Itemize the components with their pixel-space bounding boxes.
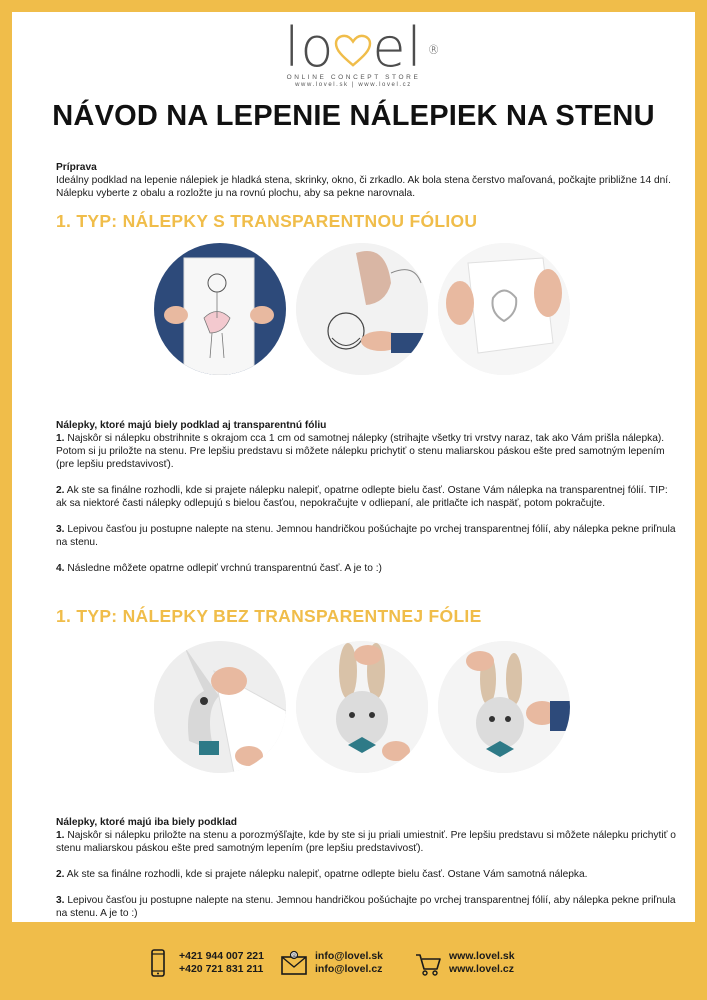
section2-heading: 1. TYP: NÁLEPKY BEZ TRANSPARENTNEJ FÓLIE xyxy=(56,606,482,626)
section2-step-1: 1. Najskôr si nálepku priložte na stenu a porozmýšľajte, kde by ste si ju priali umiestniť. Pre lepšiu predstavu si môžete nálepku prichytiť o stenu maliarskou páskou ešte pred samotným lepením (pre lepšiu predstavivosť). xyxy=(56,830,676,854)
section2-step-2: 2. Ak ste sa finálne rozhodli, kde si prajete nálepku nalepiť, opatrne odlepte bielu časť. Ostane Vám samotná nálepka. xyxy=(56,869,588,880)
phone-cz[interactable]: +420 721 831 211 xyxy=(179,963,264,975)
page-title: NÁVOD NA LEPENIE NÁLEPIEK NA STENU xyxy=(52,100,655,132)
section1-step-1: 1. Najskôr si nálepku obstrihnite s okrajom cca 1 cm od samotnej nálepky (strihajte všetky tri vrstvy naraz, tak ako Vám prišla nálepka). Potom si ju priložte na stenu. Pre lepšiu predstavu si môžete nálepku prichytiť o stenu maliarskou páskou ešte pred samotným lepením (pre lepšiu predstavivosť). xyxy=(56,433,665,470)
section1-heading: 1. TYP: NÁLEPKY S TRANSPARENTNOU FÓLIOU xyxy=(56,211,478,231)
section1-instructions xyxy=(56,419,676,575)
phone-sk[interactable]: +421 944 007 221 xyxy=(179,950,264,962)
logo-urls: www.lovel.sk | www.lovel.cz xyxy=(295,82,412,88)
contact-footer xyxy=(0,944,707,984)
document-page xyxy=(12,12,695,922)
photo-pressing-bunny-sticker xyxy=(438,641,570,773)
section2-subheading: Nálepky, ktoré majú iba biely podklad xyxy=(56,817,237,828)
lovel-logo: lo el ® ONLINE CONCEPT STORE www.lovel.sk | www.lovel.cz xyxy=(12,20,695,88)
web-cz[interactable]: www.lovel.cz xyxy=(449,963,514,975)
section1-step-4: 4. Následne môžete opatrne odlepiť vrchnú transparentnú časť. A je to :) xyxy=(56,563,382,574)
photo-applying-bunny-sticker xyxy=(296,243,428,375)
email-cz[interactable]: info@lovel.cz xyxy=(315,963,383,975)
section1-step-3: 3. Lepivou časťou ju postupne nalepte na stenu. Jemnou handričkou pošúchajte po vrchej transparentnej fólií, aby nálepka pekne priľnula na stenu. xyxy=(56,524,676,548)
heart-icon xyxy=(334,34,372,68)
section1-photos xyxy=(154,243,574,383)
section1-subheading: Nálepky, ktoré majú biely podklad aj transparentnú fóliu xyxy=(56,420,327,431)
footer-emails xyxy=(281,949,383,977)
section2-photos xyxy=(154,641,574,781)
registered-mark: ® xyxy=(427,43,441,57)
photo-holding-ballerina-sticker xyxy=(154,243,286,375)
web-sk[interactable]: www.lovel.sk xyxy=(449,950,515,962)
prep-heading: Príprava xyxy=(56,162,97,173)
photo-peeling-bunny-backing xyxy=(154,641,286,773)
footer-webs xyxy=(415,949,515,977)
logo-tagline: ONLINE CONCEPT STORE xyxy=(286,74,421,81)
svg-text:@: @ xyxy=(291,953,297,959)
photo-bunny-on-wall xyxy=(296,641,428,773)
section2-step-3: 3. Lepivou časťou ju postupne nalepte na stenu. Jemnou handričkou pošúchajte po vrchej transparentnej fólií, aby nálepka pekne priľnula na stenu. A je to :) xyxy=(56,895,676,919)
email-sk[interactable]: info@lovel.sk xyxy=(315,950,384,962)
phone-icon xyxy=(145,949,171,977)
photo-peeling-transparent-foil xyxy=(438,243,570,375)
section2-instructions xyxy=(56,816,676,920)
prep-text: Ideálny podklad na lepenie nálepiek je hladká stena, skrinky, okno, či zrkadlo. Ak bola stena čerstvo maľovaná, počkajte približne 14 dní. Nálepku vyberte z obalu a rozložte ju na rovnú plochu, aby sa pekne narovnala. xyxy=(56,175,671,199)
email-icon xyxy=(281,949,307,977)
prep-block xyxy=(56,161,676,200)
section1-step-2: 2. Ak ste sa finálne rozhodli, kde si prajete nálepku nalepiť, opatrne odlepte bielu časť. Ostane Vám nálepka na transparentnej fólií. TIP: ak sa niektoré časti nálepky odlepujú s bielou časťou, nepokračujte v odliepaní, ale pritlačte ich naspäť, potom pokračujte. xyxy=(56,485,668,509)
cart-icon xyxy=(415,949,441,977)
footer-phones xyxy=(145,949,264,977)
